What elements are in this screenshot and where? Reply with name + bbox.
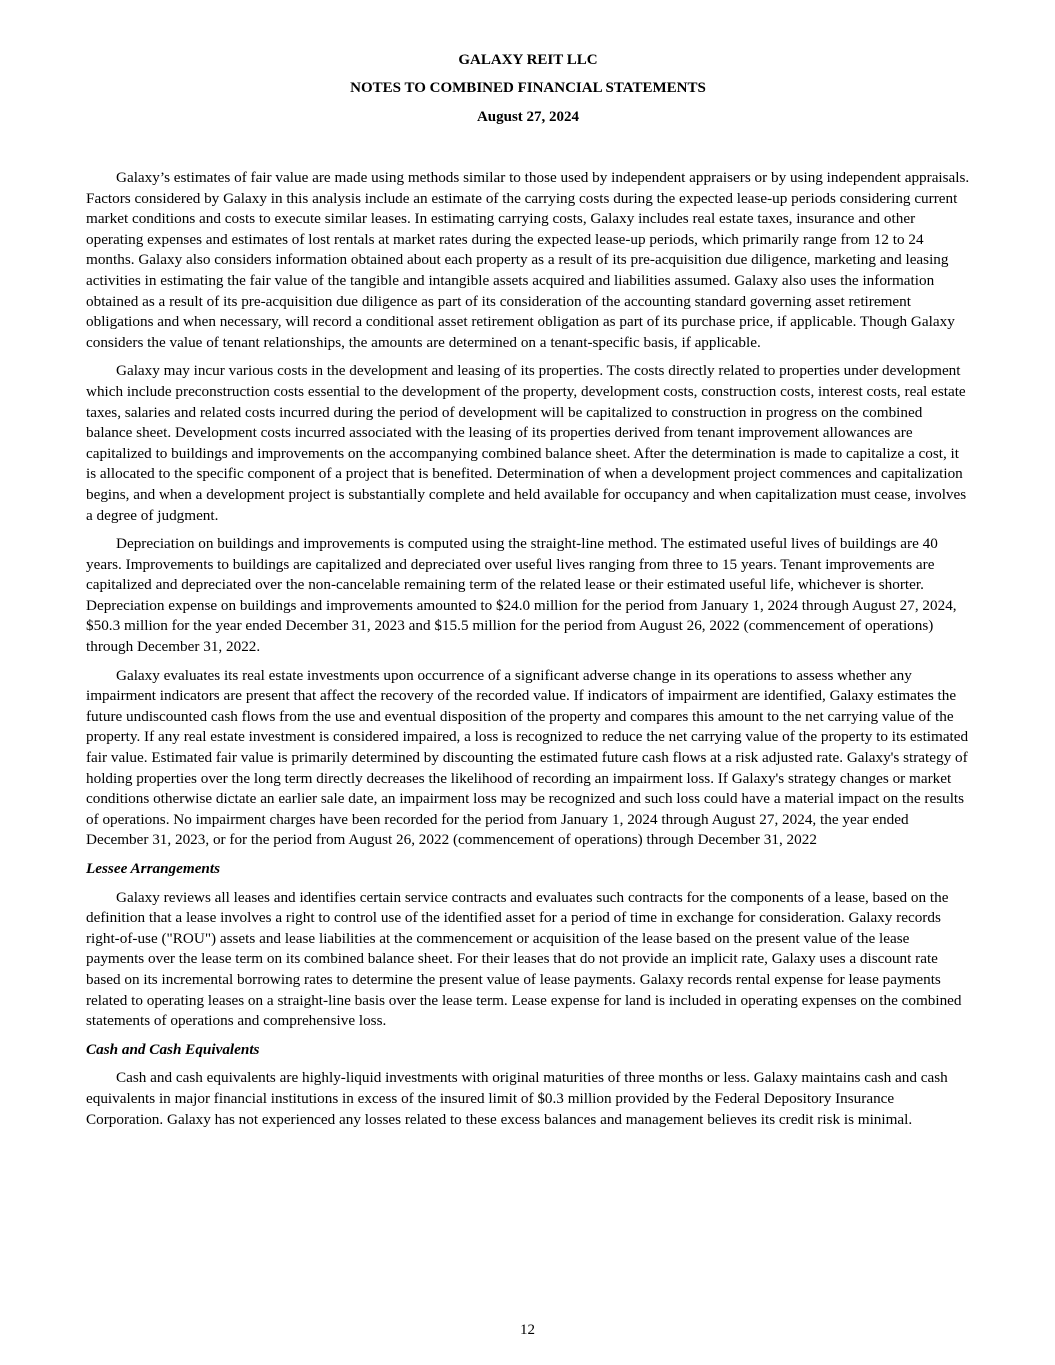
paragraph-depreciation: Depreciation on buildings and improvements is computed using the straight-line method. The estimated useful lives of buildings are 40 years. Improvements to buildings are capitalized and depreciated over useful lives ranging from three to 15 years. Tenant improvements are capitalized and depreciated over the non-cancelable remaining term of the related lease or their estimated useful life, whichever is shorter. Depreciation expense on buildings and improvements amounted to $24.0 million for the period from January 1, 2024 through August 27, 2024, $50.3 million for the year ended December 31, 2023 and $15.5 million for the period from August 26, 2022 (commencement of operations) through December 31, 2022.	[86, 535, 957, 656]
paragraph-cash-equivalents: Cash and cash equivalents are highly-liquid investments with original maturities of three months or less. Galaxy maintains cash and cash equivalents in major financial institutions in excess of the insured limit of $0.3 million provided by the Federal Depository Insurance Corporation. Galaxy has not experienced any losses related to these excess balances and management believes its credit risk is minimal.	[86, 1069, 948, 1128]
cash-equivalents-heading: Cash and Cash Equivalents	[86, 1040, 260, 1058]
company-name: GALAXY REIT LLC	[458, 52, 598, 68]
statement-date: August 27, 2024	[476, 109, 580, 125]
page-number: 12	[520, 1322, 535, 1338]
statement-title: NOTES TO COMBINED FINANCIAL STATEMENTS	[350, 80, 706, 96]
document-body	[86, 168, 970, 1138]
paragraph-impairment: Galaxy evaluates its real estate investments upon occurrence of a significant adverse change in its operations to assess whether any impairment indicators are present that affect the recovery of the recorded value. If indicators of impairment are identified, Galaxy estimates the future undiscounted cash flows from the use and eventual disposition of the property and compares this amount to the net carrying value of the property. If any real estate investment is considered impaired, a loss is recognized to reduce the net carrying value of the property to its estimated fair value. Estimated fair value is primarily determined by discounting the estimated future cash flows at a risk adjusted rate. Galaxy's strategy of holding properties over the long term directly decreases the likelihood of recording an impairment loss. If Galaxy's strategy changes or market conditions otherwise dictate an earlier sale date, an impairment loss may be recognized and such loss could have a material impact on the results of operations. No impairment charges have been recorded for the period from January 1, 2024 through August 27, 2024, the year ended December 31, 2023, or for the period from August 26, 2022 (commencement of operations) through December 31, 2022	[86, 666, 969, 849]
paragraph-lessee-arrangements: Galaxy reviews all leases and identifies certain service contracts and evaluates such contracts for the components of a lease, based on the definition that a lease involves a right to control use of the identified asset for a period of time in exchange for consideration. Galaxy records right-of-use ("ROU") assets and lease liabilities at the commencement or acquisition of the lease based on the present value of the lease payments over the lease term on its combined balance sheet. For their leases that do not provide an implicit rate, Galaxy uses a discount rate based on its incremental borrowing rates to determine the present value of lease payments. Galaxy records rental expense for lease payments related to operating leases on a straight-line basis over the lease term. Lease expense for land is included in operating expenses on the combined statements of operations and comprehensive loss.	[86, 888, 962, 1030]
lessee-arrangements-heading: Lessee Arrangements	[86, 860, 221, 877]
paragraph-development-costs: Galaxy may incur various costs in the development and leasing of its properties. The costs directly related to properties under development which include preconstruction costs essential to the development of the property, development costs, construction costs, interest costs, real estate taxes, salaries and related costs incurred during the period of development will be capitalized to construction in progress on the combined balance sheet. Development costs incurred associated with the leasing of its properties derived from tenant improvement allowances are capitalized to buildings and improvements on the accompanying combined balance sheet. After the determination is made to capitalize a cost, it is allocated to the specific component of a project that is benefited. Determination of when a development project commences and capitalization begins, and when a development project is substantially complete and held available for occupancy and when capitalization must cease, involves a degree of judgment.	[86, 362, 967, 524]
paragraph-fair-value: Galaxy’s estimates of fair value are made using methods similar to those used by independent appraisers or by using independent appraisals. Factors considered by Galaxy in this analysis include an estimate of the carrying costs during the expected lease-up periods considering current market conditions and costs to execute similar leases. In estimating carrying costs, Galaxy includes real estate taxes, insurance and other operating expenses and estimates of lost rentals at market rates during the expected lease-up periods, which primarily range from 12 to 24 months. Galaxy also considers information obtained about each property as a result of its pre-acquisition due diligence, marketing and leasing activities in estimating the fair value of the tangible and intangible assets acquired and liabilities assumed. Galaxy also uses the information obtained as a result of its pre-acquisition due diligence as part of its consideration of the accounting standard governing asset retirement obligations and when necessary, will record a conditional asset retirement obligation as part of its purchase price, if applicable. Though Galaxy considers the value of tenant relationships, the amounts are determined on a tenant-specific basis, if applicable.	[86, 169, 970, 351]
